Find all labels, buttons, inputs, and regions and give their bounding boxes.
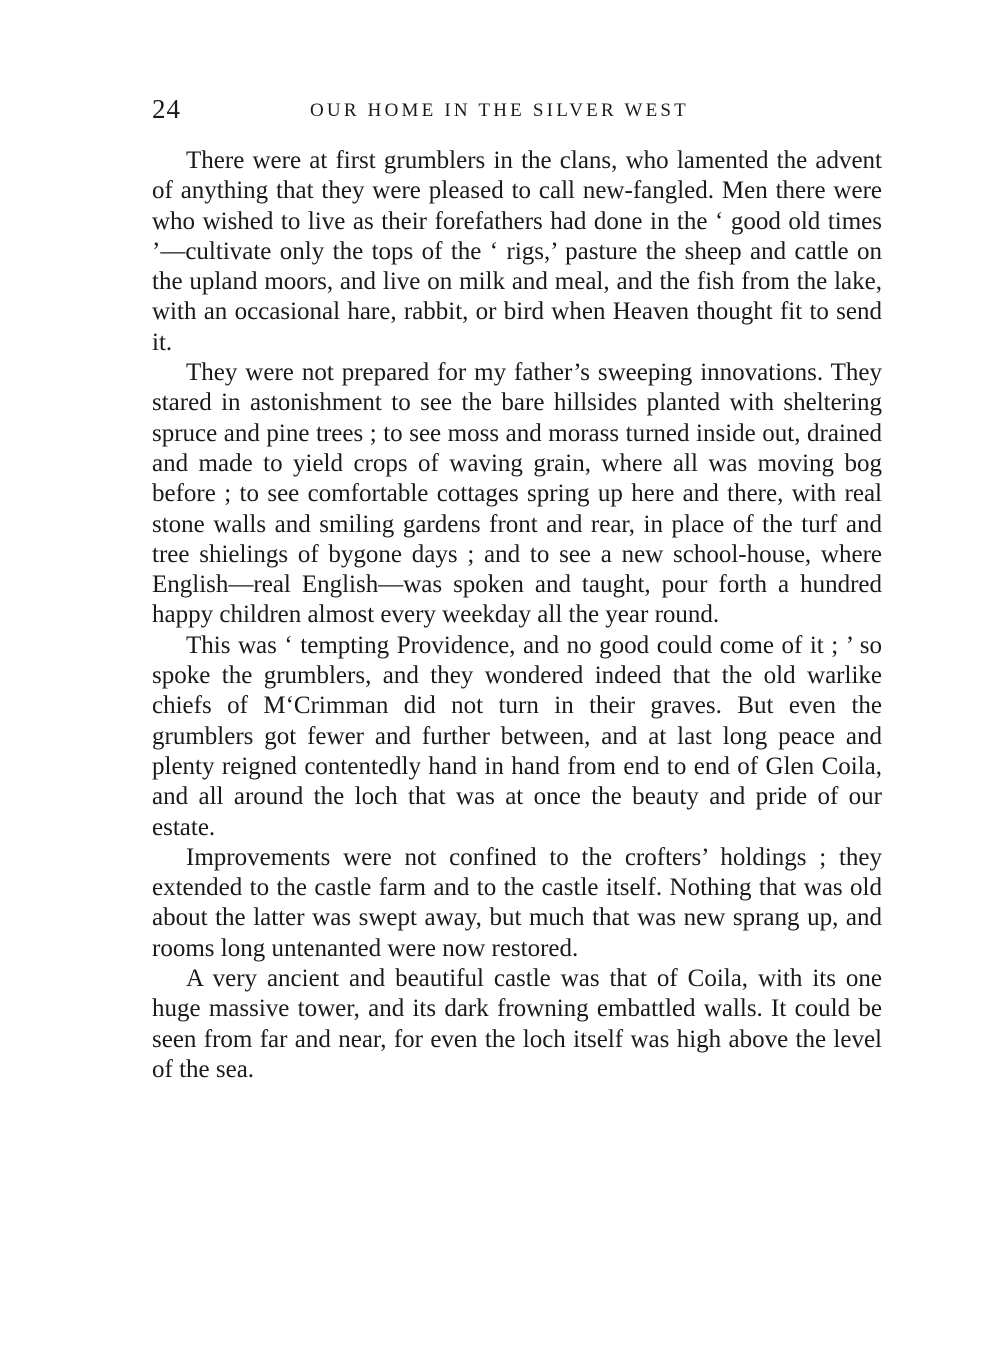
page-number: 24: [152, 94, 181, 124]
body-text: [152, 146, 882, 1085]
running-title: OUR HOME IN THE SILVER WEST: [310, 100, 689, 121]
paragraph: A very ancient and beautiful castle was that of Coila, with its one huge massive tower, and its dark frowning embattled walls. It could be seen from far and near, for even the loch itself was high above the level of the sea.: [152, 965, 882, 1083]
paragraph: Improvements were not confined to the crofters’ holdings ; they extended to the castle farm and to the castle itself. Nothing that was old about the latter was swept away, but much that was new sprang up, and rooms long untenanted were now restored.: [152, 843, 882, 962]
paragraph: There were at first grumblers in the clans, who lamented the advent of anything that they were pleased to call new-fangled. Men there were who wished to live as their forefathers had done in the ‘ good old times ’—cultivate only the tops of the ‘ rigs,’ pasture the sheep and cattle on the upland moors, and live on milk and meal, and the fish from the lake, with an occasional hare, rabbit, or bird when Heaven thought fit to send it.: [152, 147, 882, 356]
paragraph: This was ‘ tempting Providence, and no good could come of it ; ’ so spoke the grumblers, and they wondered indeed that the old warlike chiefs of M‘Crimman did not turn in their graves. But even the grumblers got fewer and further between, and at last long peace and plenty reigned contentedly hand in hand from end to end of Glen Coila, and all around the loch that was at once the beauty and pride of our estate.: [152, 631, 882, 841]
running-head: [152, 94, 882, 124]
paragraph: They were not prepared for my father’s sweeping innovations. They stared in astonishment to see the bare hillsides planted with sheltering spruce and pine trees ; to see moss and morass turned inside out, drained and made to yield crops of waving grain, where all was moving bog before ; to see comfortable cottages spring up here and there, with real stone walls and smiling gardens front and rear, in place of the turf and tree shielings of bygone days ; and to see a new school-house, where English—real English—was spoken and taught, pour forth a hundred happy children almost every weekday all the year round.: [152, 359, 882, 629]
